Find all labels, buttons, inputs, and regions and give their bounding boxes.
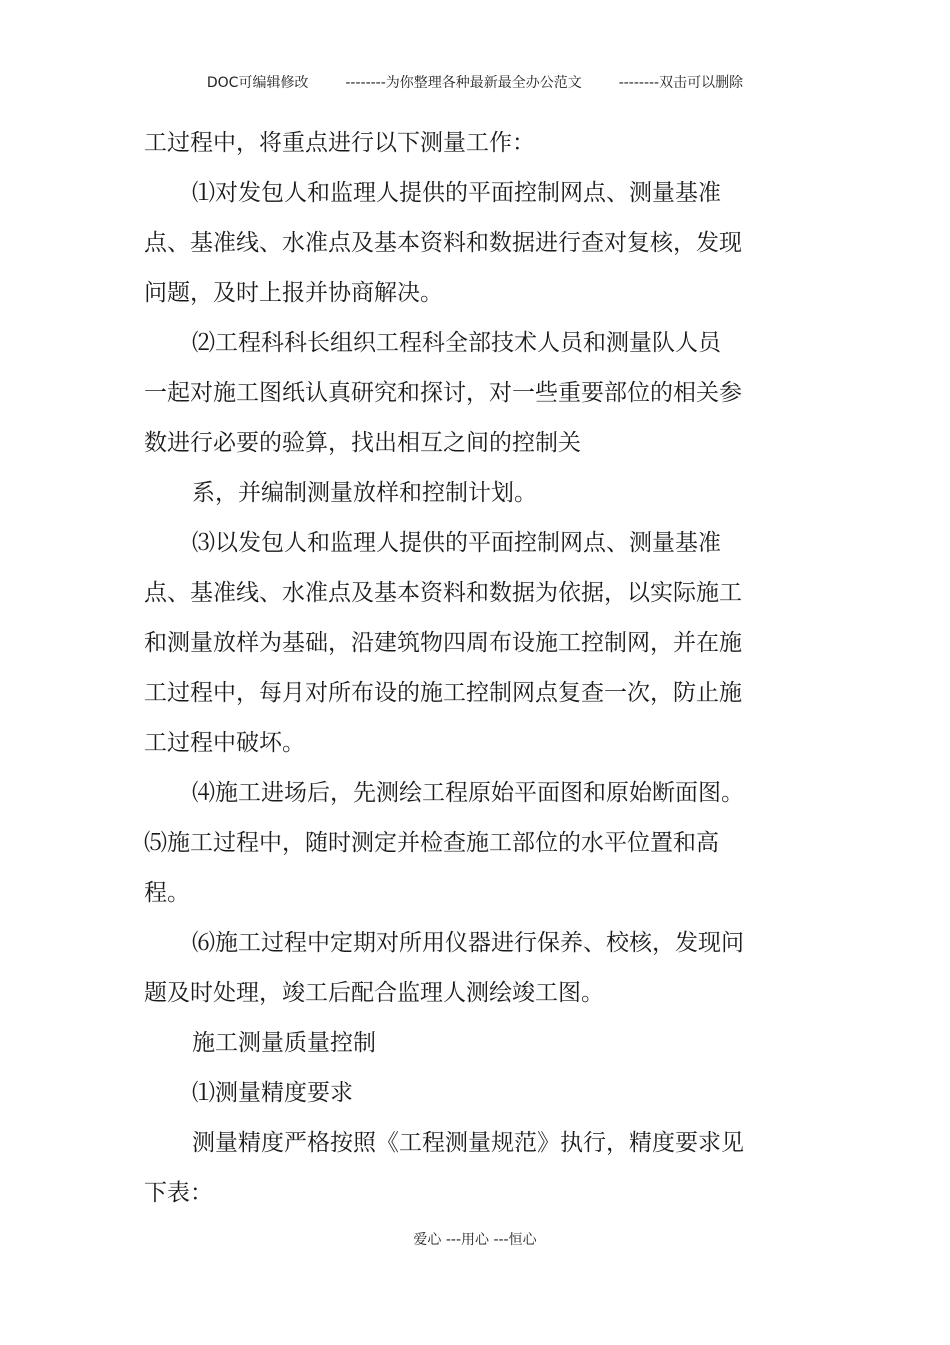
text-line: 问题，及时上报并协商解决。 bbox=[144, 280, 443, 306]
page-header bbox=[0, 72, 950, 92]
text-line: 和测量放样为基础，沿建筑物四周布设施工控制网，并在施 bbox=[144, 630, 742, 656]
text-line: 点、基准线、水准点及基本资料和数据为依据，以实际施工 bbox=[144, 580, 742, 606]
header-delete-hint: --------双击可以删除 bbox=[618, 75, 744, 91]
subsection-heading: ⑴测量精度要求 bbox=[192, 1080, 353, 1106]
text-line: 点、基准线、水准点及基本资料和数据进行查对复核，发现 bbox=[144, 230, 742, 256]
text-line: 题及时处理，竣工后配合监理人测绘竣工图。 bbox=[144, 980, 604, 1006]
header-slogan: --------为你整理各种最新最全办公范文 bbox=[345, 75, 582, 91]
text-line: 数进行必要的验算，找出相互之间的控制关 bbox=[144, 430, 581, 456]
text-line: 测量精度严格按照《工程测量规范》执行，精度要求见 bbox=[192, 1130, 744, 1156]
text-line: ⑷施工进场后，先测绘工程原始平面图和原始断面图。 bbox=[192, 780, 744, 806]
text-line: 工过程中，将重点进行以下测量工作： bbox=[144, 130, 535, 156]
section-heading: 施工测量质量控制 bbox=[192, 1030, 376, 1056]
text-line: ⑸施工过程中，随时测定并检查施工部位的水平位置和高 bbox=[144, 830, 719, 856]
text-line: ⑹施工过程中定期对所用仪器进行保养、校核，发现问 bbox=[192, 930, 744, 956]
text-line: ⑴对发包人和监理人提供的平面控制网点、测量基准 bbox=[192, 180, 721, 206]
page-footer: 爱心 ---用心 ---恒心 bbox=[413, 1232, 537, 1248]
header-doc-label: DOC可编辑修改 bbox=[206, 75, 309, 91]
text-line: 程。 bbox=[144, 880, 190, 906]
text-line: 下表： bbox=[144, 1180, 213, 1206]
text-line: 工过程中，每月对所布设的施工控制网点复查一次，防止施 bbox=[144, 680, 742, 706]
text-line: 工过程中破坏。 bbox=[144, 730, 305, 756]
text-line: 一起对施工图纸认真研究和探讨，对一些重要部位的相关参 bbox=[144, 380, 742, 406]
document-body bbox=[144, 118, 754, 1218]
text-line: 系，并编制测量放样和控制计划。 bbox=[192, 480, 537, 506]
text-line: ⑵工程科科长组织工程科全部技术人员和测量队人员 bbox=[192, 330, 721, 356]
text-line: ⑶以发包人和监理人提供的平面控制网点、测量基准 bbox=[192, 530, 721, 556]
